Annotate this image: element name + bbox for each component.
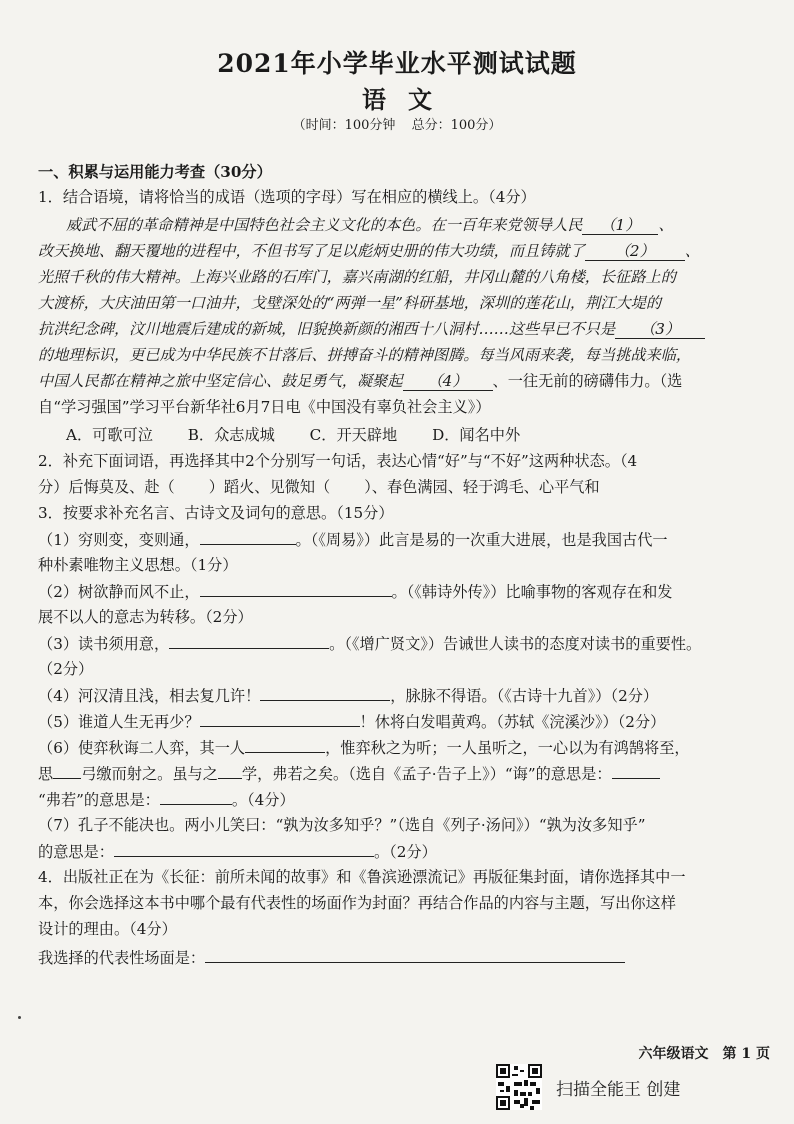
q2-prompt: 2．补充下面词语，再选择其中2个分别写一句话，表达心情“好”与“不好”这两种状态。（4: [38, 452, 638, 470]
q3-item-6-cont2: “弗若”的意思是： 。（4分）: [38, 787, 770, 812]
q1-passage-line: 中国人民都在精神之旅中坚定信心、鼓足勇气，凝聚起 （4） 、一往无前的磅礴伟力。（选: [38, 372, 683, 390]
q3-6-blank-1[interactable]: [245, 735, 325, 753]
scanner-watermark: 扫描全能王 创建: [556, 1080, 681, 1100]
q3-6-blank-3[interactable]: [218, 761, 242, 779]
exam-time: （时间：100分钟: [292, 118, 396, 133]
q3-6-blank-2[interactable]: [53, 761, 81, 779]
q3-item-6-cont: 思 弓缴而射之。虽与之 学，弗若之矣。（选自《孟子·告子上》）“诲”的意思是：: [38, 761, 770, 786]
q3-item-4: （4）河汉清且浅，相去复几许！ ，脉脉不得语。（《古诗十九首》）（2分）: [38, 683, 770, 708]
footer-page: 第 1 页: [722, 1046, 770, 1062]
option-b[interactable]: B．众志成城: [187, 426, 275, 444]
q1-passage-line: 大渡桥，大庆油田第一口油井，戈壁深处的“两弹一星”科研基地，深圳的莲花山，荆江大堤的: [38, 294, 662, 312]
q3-item-6: （6）使弈秋诲二人弈，其一人 ，惟弈秋之为听；一人虽听之，一心以为有鸿鹄将至，: [38, 735, 770, 760]
q1-blank-2[interactable]: （2）: [585, 243, 685, 261]
q3-3-blank[interactable]: [169, 631, 329, 649]
q3-prompt: 3．按要求补充名言、古诗文及词句的意思。（15分）: [38, 504, 394, 522]
option-d[interactable]: D．闻名中外: [432, 426, 521, 444]
q3-1-blank[interactable]: [200, 527, 296, 545]
q1-passage-line: 抗洪纪念碑，汶川地震后建成的新城，旧貌换新颜的湘西十八洞村……这些早已不只是 （3）: [38, 317, 770, 341]
qr-code-graphic: [496, 1064, 542, 1110]
q1-prompt: 1．结合语境，请将恰当的成语（选项的字母）写在相应的横线上。（4分）: [38, 188, 536, 206]
option-a[interactable]: A．可歌可泣: [66, 426, 153, 444]
q3-item-7: （7）孔子不能决也。两小儿笑曰：“孰为汝多知乎？”（选自《列子·汤问》）“孰为汝多知乎”: [38, 816, 646, 834]
qr-code-icon: [496, 1064, 542, 1110]
exam-title: 2021年小学毕业水平测试试题: [217, 49, 577, 78]
q4-prompt: 4．出版社正在为《长征：前所未闻的故事》和《鲁滨逊漂流记》再版征集封面，请你选择其中一: [38, 868, 686, 886]
q1-passage-line: 光照千秋的伟大精神。上海兴业路的石库门，嘉兴南湖的红船，井冈山麓的八角楼，长征路上的: [38, 268, 676, 286]
page-footer: [625, 1043, 771, 1063]
exam-subject: 语文: [362, 85, 454, 114]
option-c[interactable]: C．开天辟地: [309, 426, 398, 444]
exam-score: 总分：100分）: [411, 118, 502, 133]
q3-item-2-cont: 展不以人的意志为转移。（2分）: [38, 608, 253, 626]
q3-7-blank[interactable]: [114, 839, 374, 857]
q4-prompt-cont: 本，你会选择这本书中哪个最有代表性的场面作为封面？再结合作品的内容与主题，写出你这样: [38, 894, 676, 912]
q4-answer: 我选择的代表性场面是：: [38, 945, 770, 970]
q3-4-blank[interactable]: [260, 683, 390, 701]
q1-options: [66, 423, 770, 447]
q1-passage-line: 的地理标识，更已成为中华民族不甘落后、拼搏奋斗的精神图腾。每当风雨来袭，每当挑战来临，: [38, 346, 692, 364]
q4-prompt-cont2: 设计的理由。（4分）: [38, 920, 177, 938]
q2-words: 分）后悔莫及、赴（ ）蹈火、见微知（ ）、春色满园、轻于鸿毛、心平气和: [38, 478, 600, 496]
q4-answer-blank[interactable]: [205, 945, 625, 963]
q3-item-3-cont: （2分）: [38, 660, 94, 678]
q1-blank-1[interactable]: （1）: [582, 217, 658, 235]
q3-item-1: （1）穷则变，变则通， 。（《周易》）此言是易的一次重大进展，也是我国古代一: [38, 527, 770, 552]
q3-5-blank[interactable]: [200, 709, 360, 727]
q3-2-blank[interactable]: [200, 579, 392, 597]
q3-item-1-cont: 种朴素唯物主义思想。（1分）: [38, 556, 238, 574]
footer-grade: 六年级语文: [638, 1046, 709, 1062]
q3-item-2: （2）树欲静而风不止， 。（《韩诗外传》）比喻事物的客观存在和发: [38, 579, 770, 604]
scan-speck: [18, 1016, 21, 1019]
q3-item-3: （3）读书须用意， 。（《增广贤文》）告诫世人读书的态度对读书的重要性。: [38, 631, 770, 656]
q1-passage-line: 改天换地、翻天覆地的进程中，不但书写了足以彪炳史册的伟大功绩，而且铸就了 （2） 、: [38, 242, 700, 260]
exam-info: [0, 114, 794, 133]
q3-item-7-cont: 的意思是： 。（2分）: [38, 839, 770, 864]
q3-6-blank-4[interactable]: [612, 761, 660, 779]
q1-blank-4[interactable]: （4）: [403, 373, 493, 391]
q3-item-5: （5）谁道人生无再少？ ！休将白发唱黄鸡。（苏轼《浣溪沙》）（2分）: [38, 709, 770, 734]
q1-passage-line: 威武不屈的革命精神是中国特色社会主义文化的本色。在一百年来党领导人民 （1） 、: [66, 216, 674, 234]
section-heading: 一、积累与运用能力考查（30分）: [38, 163, 272, 181]
q1-blank-3[interactable]: （3）: [615, 321, 705, 339]
q1-source: 自“学习强国”学习平台新华社6月7日电《中国没有辜负社会主义》）: [38, 398, 491, 416]
q3-6-blank-5[interactable]: [160, 787, 232, 805]
